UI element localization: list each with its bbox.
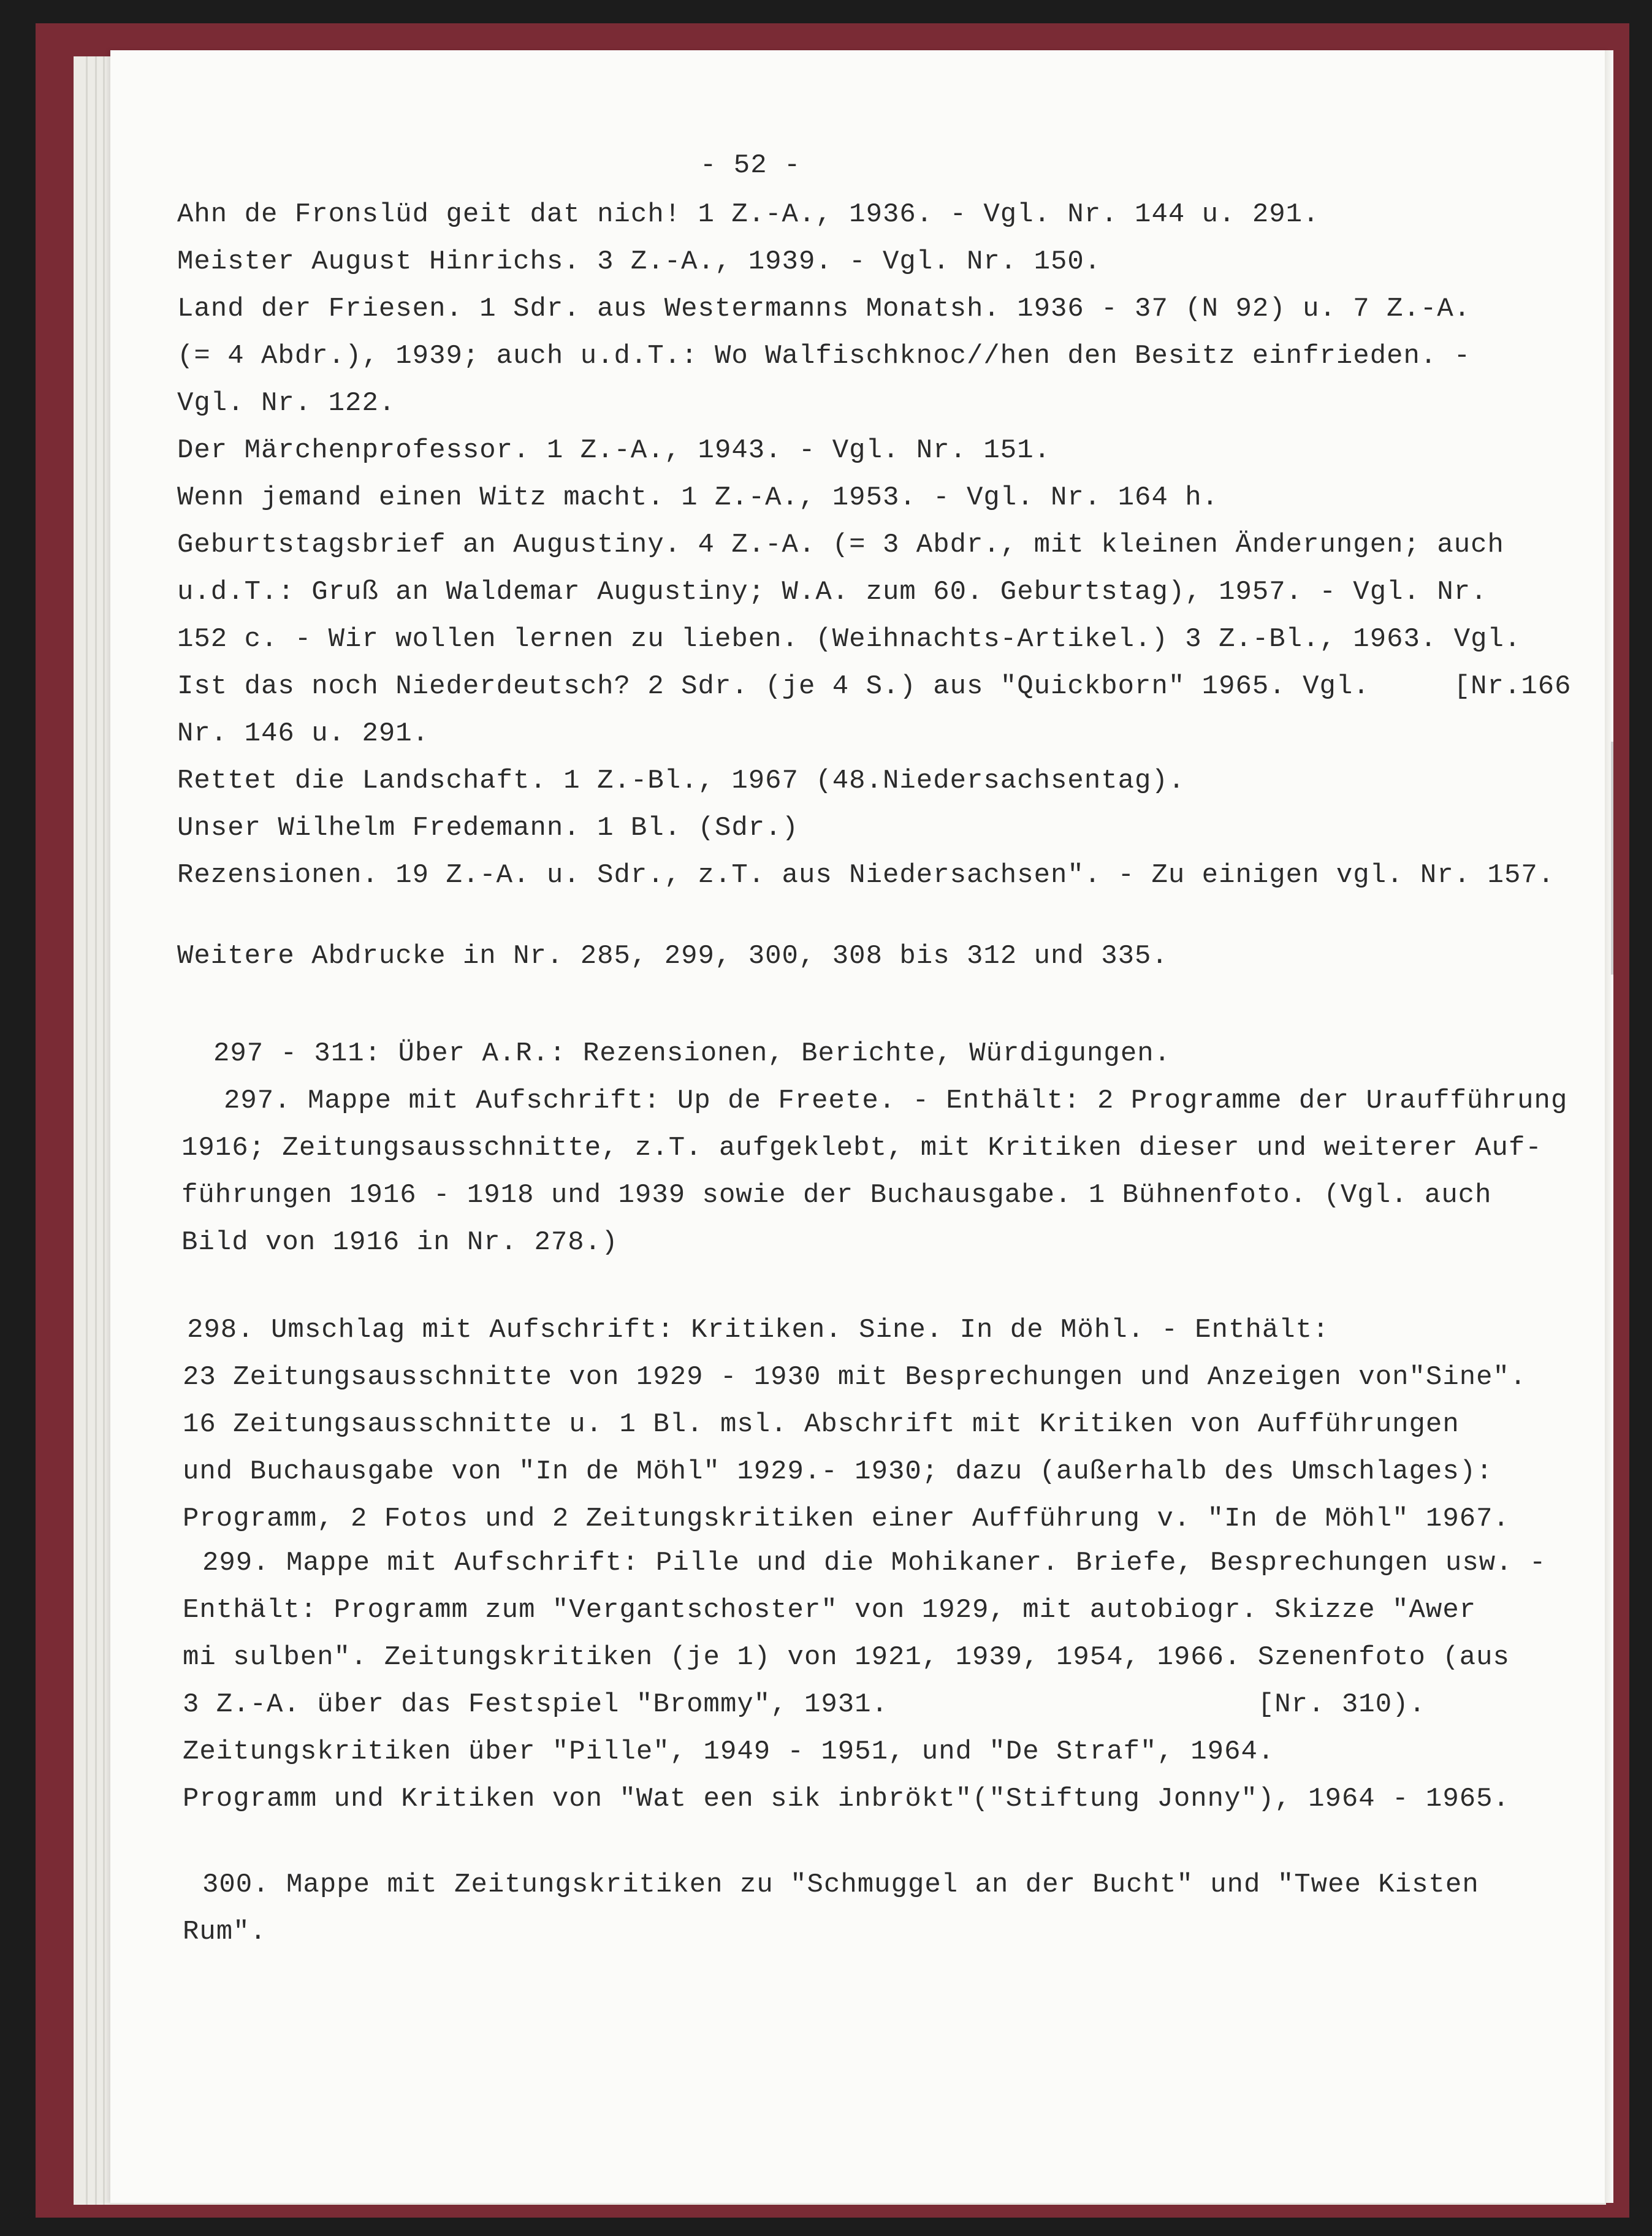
text-line: 23 Zeitungsausschnitte von 1929 - 1930 mit Besprechungen und Anzeigen von"Sine". [183,1362,1527,1393]
page-edge [95,56,97,2205]
text-line: (= 4 Abdr.), 1939; auch u.d.T.: Wo Walfischknoc//hen den Besitz einfrieden. - [177,341,1471,371]
text-line: Geburtstagsbrief an Augustiny. 4 Z.-A. (= 3 Abdr., mit kleinen Änderungen; auch [177,530,1504,560]
text-line: Ahn de Fronslüd geit dat nich! 1 Z.-A., 1936. - Vgl. Nr. 144 u. 291. [177,199,1320,230]
text-line: Der Märchenprofessor. 1 Z.-A., 1943. - Vgl. Nr. 151. [177,435,1051,466]
text-line: Rum". [183,1917,267,1947]
text-line: Rettet die Landschaft. 1 Z.-Bl., 1967 (48.Niedersachsentag). [177,766,1186,796]
text-line: 298. Umschlag mit Aufschrift: Kritiken. Sine. In de Möhl. - Enthält: [187,1315,1330,1345]
text-line: 3 Z.-A. über das Festspiel "Brommy", 1931. [Nr. 310). [183,1689,1426,1720]
text-line: Enthält: Programm zum "Vergantschoster" von 1929, mit autobiogr. Skizze "Awer [183,1595,1477,1626]
text-line: Ist das noch Niederdeutsch? 2 Sdr. (je 4 S.) aus "Quickborn" 1965. Vgl. [Nr.166 [177,671,1572,702]
text-line: u.d.T.: Gruß an Waldemar Augustiny; W.A. zum 60. Geburtstag), 1957. - Vgl. Nr. [177,577,1488,607]
text-line: 152 c. - Wir wollen lernen zu lieben. (Weihnachts-Artikel.) 3 Z.-Bl., 1963. Vgl. [177,624,1521,655]
page-edge [86,56,88,2205]
page-number: - 52 - [700,150,801,181]
text-line: mi sulben". Zeitungskritiken (je 1) von 1921, 1939, 1954, 1966. Szenenfoto (aus [183,1642,1510,1673]
text-line: Meister August Hinrichs. 3 Z.-A., 1939. - Vgl. Nr. 150. [177,246,1102,277]
text-line: Land der Friesen. 1 Sdr. aus Westermanns Monatsh. 1936 - 37 (N 92) u. 7 Z.-A. [177,294,1471,324]
text-line: Unser Wilhelm Fredemann. 1 Bl. (Sdr.) [177,813,799,843]
text-line: Weitere Abdrucke in Nr. 285, 299, 300, 308 bis 312 und 335. [177,941,1168,972]
text-line: 300. Mappe mit Zeitungskritiken zu "Schmuggel an der Bucht" und "Twee Kisten [202,1869,1479,1900]
text-line: Nr. 146 u. 291. [177,718,430,749]
page-margin-strip [1611,742,1613,975]
text-line: 297. Mappe mit Aufschrift: Up de Freete. - Enthält: 2 Programme der Uraufführung [224,1086,1568,1116]
page-right-edge [1605,50,1613,2203]
page-edge [103,56,105,2205]
text-line: Programm, 2 Fotos und 2 Zeitungskritiken einer Aufführung v. "In de Möhl" 1967. [183,1504,1510,1534]
text-line: 1916; Zeitungsausschnitte, z.T. aufgeklebt, mit Kritiken dieser und weiterer Auf- [181,1133,1542,1163]
text-line: Programm und Kritiken von "Wat een sik inbrökt"("Stiftung Jonny"), 1964 - 1965. [183,1784,1510,1814]
text-line: 16 Zeitungsausschnitte u. 1 Bl. msl. Abschrift mit Kritiken von Aufführungen [183,1409,1460,1440]
section-heading: 297 - 311: Über A.R.: Rezensionen, Berichte, Würdigungen. [213,1038,1171,1069]
text-line: Zeitungskritiken über "Pille", 1949 - 1951, und "De Straf", 1964. [183,1736,1275,1767]
text-line: 299. Mappe mit Aufschrift: Pille und die Mohikaner. Briefe, Besprechungen usw. - [202,1548,1547,1578]
text-line: Bild von 1916 in Nr. 278.) [181,1227,619,1258]
text-line: führungen 1916 - 1918 und 1939 sowie der Buchausgabe. 1 Bühnenfoto. (Vgl. auch [181,1180,1492,1211]
text-line: Wenn jemand einen Witz macht. 1 Z.-A., 1953. - Vgl. Nr. 164 h. [177,482,1219,513]
text-line: Vgl. Nr. 122. [177,388,396,419]
text-line: Rezensionen. 19 Z.-A. u. Sdr., z.T. aus Niedersachsen". - Zu einigen vgl. Nr. 157. [177,860,1555,891]
text-line: und Buchausgabe von "In de Möhl" 1929.- 1930; dazu (außerhalb des Umschlages): [183,1456,1493,1487]
